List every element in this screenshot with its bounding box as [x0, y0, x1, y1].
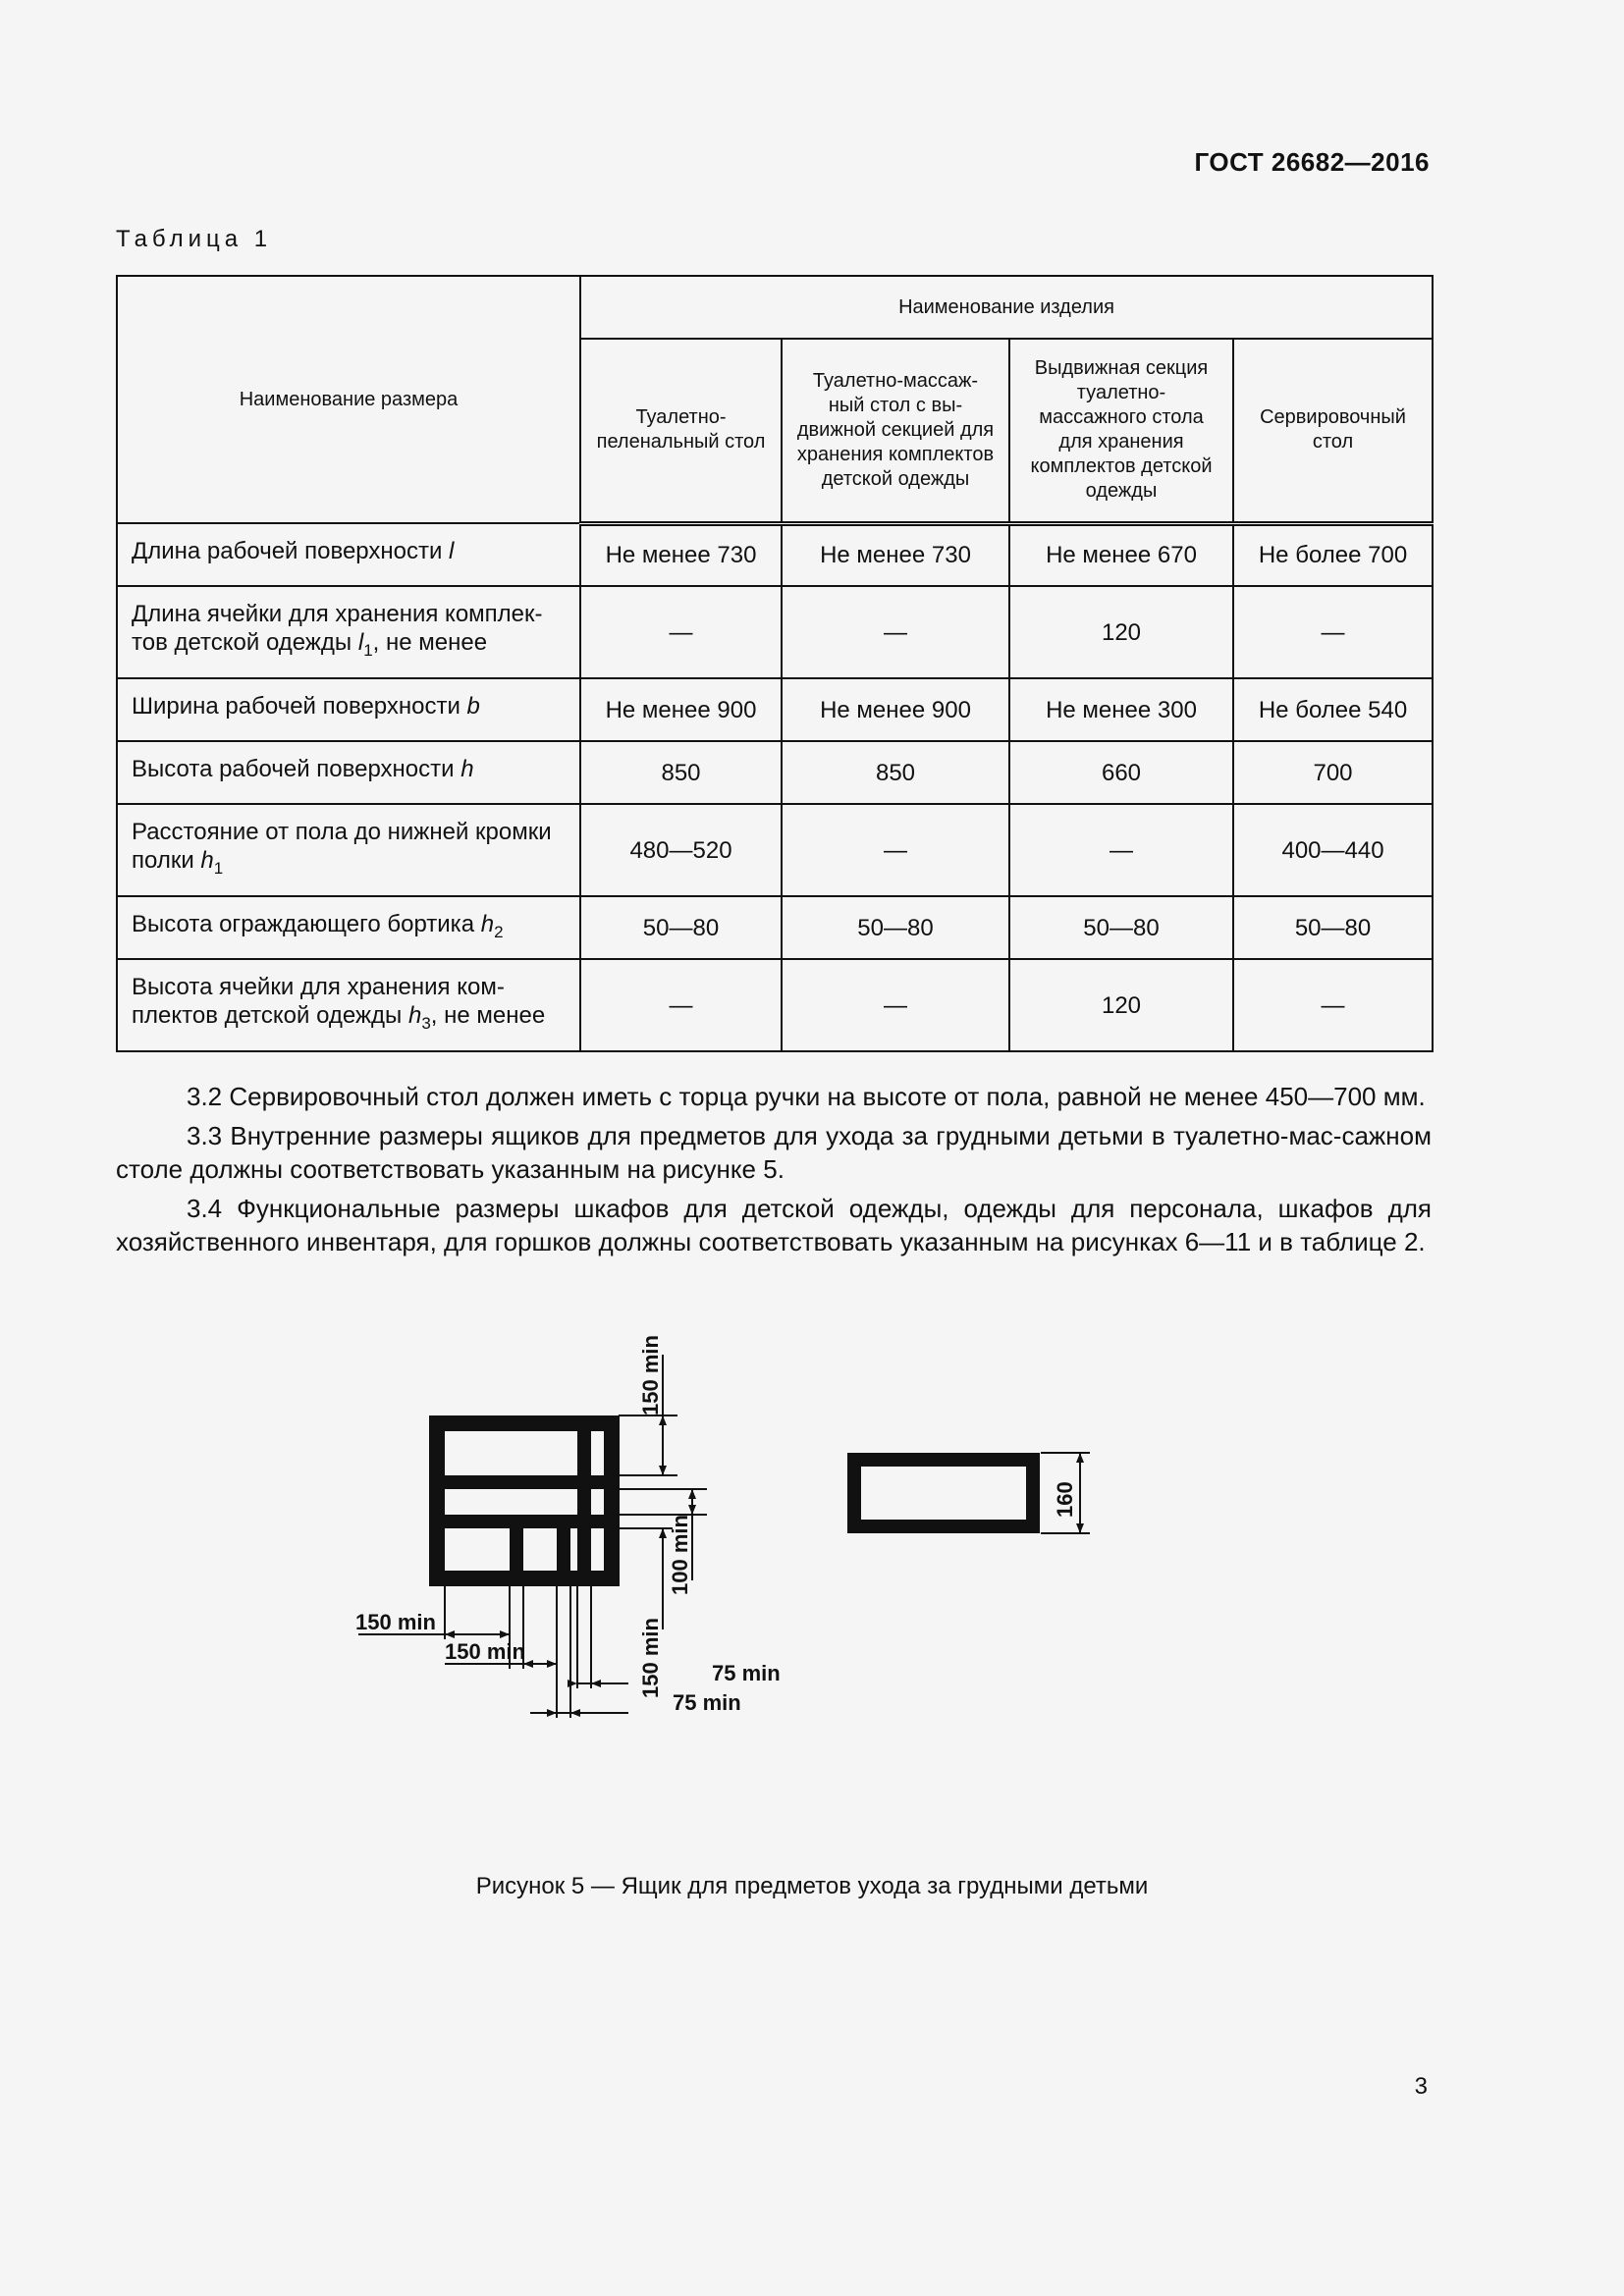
- value-cell: 50—80: [782, 896, 1009, 959]
- value-cell: Не менее 730: [782, 523, 1009, 586]
- paragraph-3-2: 3.2 Сервировочный стол должен иметь с торца ручки на высоте от пола, равной не менее 450—700 мм.: [187, 1082, 1426, 1111]
- dim-left-width-1: 150 min: [355, 1610, 436, 1634]
- drawer-side-view: [854, 1460, 1033, 1526]
- column-header: Сервировочный стол: [1233, 339, 1433, 523]
- value-cell: 400—440: [1233, 804, 1433, 896]
- table-label: Таблица 1: [116, 226, 273, 252]
- figure-caption: Рисунок 5 — Ящик для предметов ухода за грудными детьми: [475, 1873, 1149, 1899]
- value-cell: 120: [1009, 586, 1233, 678]
- value-cell: Не более 540: [1233, 678, 1433, 741]
- value-cell: Не менее 730: [580, 523, 782, 586]
- row-name-cell: Расстояние от пола до нижней кромки полки $h_1$: [117, 804, 580, 896]
- value-cell: 850: [580, 741, 782, 804]
- row-name-cell: Ширина рабочей поверхности b: [117, 678, 580, 741]
- table-row: [117, 959, 1433, 1051]
- dimensions-table: [116, 275, 1434, 1052]
- value-cell: 50—80: [1233, 896, 1433, 959]
- value-cell: 480—520: [580, 804, 782, 896]
- value-cell: Не менее 300: [1009, 678, 1233, 741]
- body-text: [116, 1080, 1432, 1264]
- table-row: [117, 678, 1433, 741]
- table-body: [117, 523, 1433, 1051]
- dim-small-width-2: 75 min: [673, 1690, 741, 1715]
- value-cell: —: [1233, 586, 1433, 678]
- dim-top-height: 150 min: [638, 1335, 663, 1415]
- value-cell: Не более 700: [1233, 523, 1433, 586]
- value-cell: —: [782, 586, 1009, 678]
- paragraph-3-3: 3.3 Внутренние размеры ящиков для предметов для ухода за грудными детьми в туалетно-мас-сажном столе должны соответствовать указанным на рисунке 5.: [116, 1121, 1432, 1184]
- dim-left-width-2: 150 min: [445, 1639, 525, 1664]
- value-cell: 50—80: [1009, 896, 1233, 959]
- value-cell: 700: [1233, 741, 1433, 804]
- value-cell: 120: [1009, 959, 1233, 1051]
- dim-small-width-1: 75 min: [712, 1661, 781, 1685]
- value-cell: Не менее 670: [1009, 523, 1233, 586]
- value-cell: 850: [782, 741, 1009, 804]
- standard-code: ГОСТ 26682—2016: [1194, 147, 1430, 177]
- value-cell: Не менее 900: [580, 678, 782, 741]
- figure-5-drawer-diagram: [334, 1335, 1218, 1845]
- table-row: [117, 523, 1433, 586]
- row-name-cell: Высота ячейки для хранения ком-плектов детской одежды $h_3$, не менее: [117, 959, 580, 1051]
- row-name-cell: Длина ячейки для хранения комплек-тов детской одежды $l_1$, не менее: [117, 586, 580, 678]
- value-cell: 660: [1009, 741, 1233, 804]
- table-row: [117, 586, 1433, 678]
- row-name-cell: Высота ограждающего бортика $h_2$: [117, 896, 580, 959]
- column-header: Выдвижная секция туалетно-массажного стола для хранения комплектов детской одежды: [1009, 339, 1233, 523]
- row-name-cell: Длина рабочей поверхности l: [117, 523, 580, 586]
- dim-lower-height: 150 min: [638, 1618, 663, 1698]
- column-header: Туалетно-пеленальный стол: [580, 339, 782, 523]
- table-row: [117, 741, 1433, 804]
- page-number: 3: [1414, 2073, 1428, 2100]
- table-row: [117, 896, 1433, 959]
- table-row: [117, 804, 1433, 896]
- value-cell: —: [580, 959, 782, 1051]
- column-header: Туалетно-массаж-ный стол с вы-движной секцией для хранения комплектов детской одежды: [782, 339, 1009, 523]
- value-cell: —: [1009, 804, 1233, 896]
- value-cell: —: [782, 804, 1009, 896]
- dim-middle-height: 100 min: [668, 1515, 692, 1595]
- value-cell: —: [580, 586, 782, 678]
- column-group-header: Наименование изделия: [580, 276, 1433, 339]
- value-cell: 50—80: [580, 896, 782, 959]
- row-name-cell: Высота рабочей поверхности h: [117, 741, 580, 804]
- value-cell: —: [1233, 959, 1433, 1051]
- dim-side-height: 160: [1053, 1481, 1077, 1518]
- value-cell: Не менее 900: [782, 678, 1009, 741]
- value-cell: —: [782, 959, 1009, 1051]
- row-header-cell: Наименование размера: [117, 276, 580, 523]
- paragraph-3-4: 3.4 Функциональные размеры шкафов для детской одежды, одежды для персонала, шкафов для хозяйственного инвентаря, для горшков должны соответствовать указанным на рисунках 6—11 и в таблице 2.: [116, 1194, 1432, 1256]
